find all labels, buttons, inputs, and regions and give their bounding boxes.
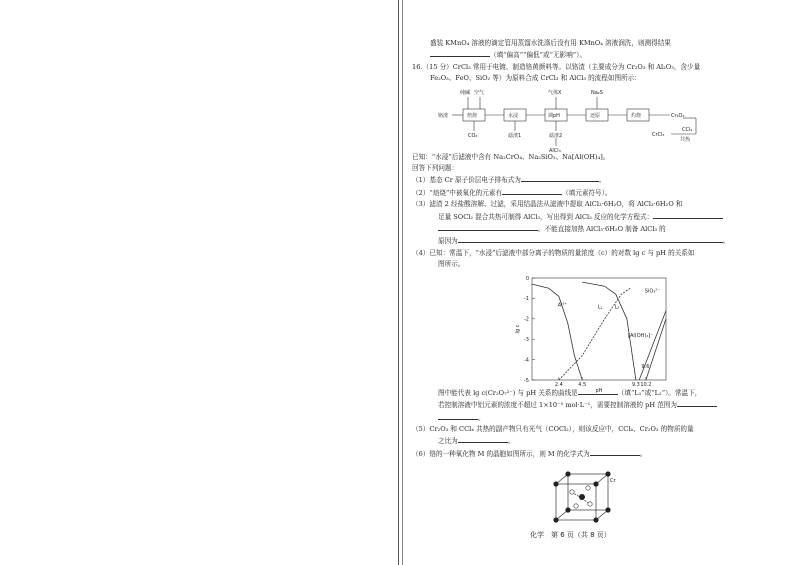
- x-tick-label: 4.5: [578, 382, 587, 388]
- flow-tail: CrCl₃: [652, 132, 665, 138]
- answer-blank[interactable]: [502, 187, 562, 195]
- text-line: 若控制溶液中铝元素的浓度不超过 1×10⁻⁵ mol·L⁻¹，需要控制溶液的 pH 范围为: [412, 399, 748, 411]
- y-tick-label: -4: [524, 357, 529, 364]
- sub-question-6: （6）铬的一种氧化物 M 的晶胞如图所示，则 M 的化学式为 。: [412, 449, 647, 458]
- answer-blank[interactable]: [677, 399, 717, 407]
- y-tick-label: -3: [524, 337, 529, 343]
- flow-product: Cr₂O₃: [671, 113, 685, 119]
- chart-annotation: [Al(OH)₄]⁻: [628, 333, 653, 340]
- answer-blank[interactable]: [438, 412, 478, 420]
- chart-annotation: L₂: [614, 304, 620, 311]
- text-line: 。不能直接加热 AlCl₃·6H₂O 制备 AlCl₃ 的: [412, 223, 748, 235]
- y-axis-label: lg c: [515, 324, 521, 334]
- flow-output: AlCl₃: [549, 148, 561, 154]
- flow-output: CO₂: [468, 133, 478, 139]
- sub-question-4: （4）已知：常温下，“水浸”后滤液中部分离子的物质的量浓度（c）的对数 lg c 与 pH 的关系如: [412, 248, 695, 257]
- flow-reagent: 纯碱: [460, 90, 471, 96]
- flow-step: 还原: [590, 113, 601, 119]
- chart-annotation: 9.6: [641, 363, 650, 370]
- flow-reagent: 空气: [474, 90, 485, 96]
- question-16-title: 16.（15 分）CrCl₃ 常用于电镀、制造铬黄颜料等。以铬渣（主要成分为 Cr₂O₃ 和 Al₂O₃，含少量: [412, 62, 701, 71]
- flow-start: 铬渣: [438, 113, 449, 119]
- lgc-ph-chart: [510, 270, 680, 394]
- x-tick-label: 2.4: [554, 382, 563, 388]
- answer-blank[interactable]: [521, 174, 599, 182]
- flow-tail: CCl₄: [682, 127, 693, 133]
- crystal-label: Cr: [610, 478, 616, 484]
- text-line: 。: [412, 412, 748, 424]
- y-tick-label: 0: [525, 275, 529, 282]
- chart-annotation: Al³⁺: [557, 302, 568, 309]
- flow-step: 灼烧: [631, 113, 642, 119]
- answer-blank[interactable]: [430, 49, 490, 57]
- text-line: 足量 SOCl₂ 混合共热可制得 AlCl₃，写出得到 AlCl₃ 反应的化学方程式：: [412, 211, 748, 223]
- series-line: [646, 319, 666, 380]
- binding-line-2: [402, 0, 403, 565]
- page-footer: 化学 第 6 页（共 8 页）: [530, 531, 611, 539]
- x-tick-label: 10.2: [640, 382, 652, 388]
- answer-blank[interactable]: [458, 435, 508, 443]
- text-line: 图中能代表 lg c(Cr₂O₇²⁻) 与 pH 关系的曲线是 （填“L₁”或“L₂”）。常温下，: [438, 388, 702, 397]
- binding-line: [398, 0, 399, 565]
- text-line: 盛装 KMnO₄ 溶液的滴定管用蒸馏水洗涤后没有用 KMnO₄ 溶液润洗，则测得结果: [430, 39, 671, 47]
- answer-blank[interactable]: [458, 235, 723, 243]
- y-tick-label: -2: [524, 316, 529, 323]
- y-tick-label: -1: [524, 296, 529, 303]
- text-line: 回答下列问题：: [412, 164, 459, 173]
- text-line: 之比为 。: [438, 437, 515, 446]
- answer-blank[interactable]: [438, 223, 538, 231]
- series-line: [532, 284, 582, 380]
- series-line: [582, 282, 636, 380]
- flow-step: 焙烧: [467, 113, 478, 119]
- text-line: 已知：“水浸”后滤液中含有 Na₂CrO₄、Na₂SiO₃、Na[Al(OH)₄]。: [412, 152, 610, 161]
- flow-reagent: 气体X: [548, 90, 562, 96]
- sub-question-3: （3）滤渣 2 经盐酸溶解、过滤，采用结晶法从滤液中提取 AlCl₃·6H₂O，将 AlCl₃·6H₂O 和: [412, 200, 683, 209]
- process-flow-diagram: [438, 88, 738, 158]
- chart-annotation: SiO₃²⁻: [644, 288, 660, 295]
- text-line: 图所示。: [438, 260, 465, 269]
- flow-step: 调pH: [548, 113, 560, 119]
- sub-question-5: （5）Cr₂O₃ 和 CCl₄ 共热的副产物只有光气（COCl₂），则该反应中，CCl₄、Cr₂O₃ 的物质的量: [412, 424, 694, 433]
- chart-annotation: L₁: [597, 304, 603, 311]
- flow-reagent: Na₂S: [591, 90, 603, 96]
- sub-question-2: （2）“焙烧”中被氧化的元素有 （填元素符号）。: [412, 188, 612, 197]
- y-tick-label: -5: [524, 377, 529, 384]
- flow-tail: 共热: [680, 137, 691, 143]
- crystal-cell-diagram: [548, 470, 618, 526]
- answer-blank[interactable]: [590, 448, 640, 456]
- text-line: 原因为 。: [438, 237, 730, 246]
- text-line: （填“偏高”“偏低”或“无影响”）。: [412, 49, 748, 61]
- x-axis-label: pH: [595, 388, 603, 394]
- sub-question-1: （1）基态 Cr 原子价层电子排布式为 。: [412, 176, 606, 185]
- flow-step: 水浸: [508, 113, 519, 119]
- flow-output: 滤渣2: [549, 133, 563, 139]
- flow-output: 滤渣1: [508, 133, 522, 139]
- answer-blank[interactable]: [653, 211, 723, 219]
- text-line: Fe₂O₃、FeO、SiO₂ 等）为原料合成 CrCl₃ 和 AlCl₃ 的流程如图所示：: [430, 74, 641, 83]
- x-tick-label: 9.3: [631, 382, 640, 388]
